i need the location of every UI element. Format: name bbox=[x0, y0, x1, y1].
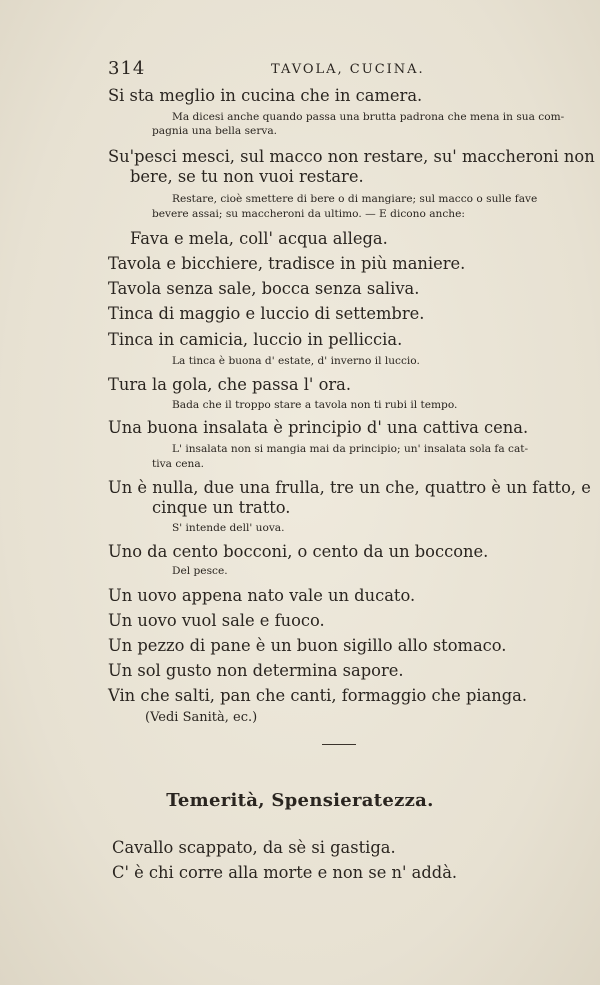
proverb-line: Si sta meglio in cucina che in camera. bbox=[108, 86, 423, 105]
proverb-line: cinque un tratto. bbox=[152, 498, 291, 517]
note-line: Bada che il troppo stare a tavola non ti rubi il tempo. bbox=[172, 399, 458, 411]
proverb-line: Tinca in camicia, luccio in pelliccia. bbox=[108, 330, 403, 349]
proverb-line: Tavola e bicchiere, tradisce in più maniere. bbox=[108, 254, 466, 273]
page-number: 314 bbox=[108, 58, 146, 79]
page-header bbox=[108, 58, 568, 82]
proverb-line: Fava e mela, coll' acqua allega. bbox=[130, 229, 388, 248]
proverb-line: Un è nulla, due una frulla, tre un che, quattro è un fatto, e bbox=[108, 478, 591, 497]
cross-reference: (Vedi Sanità, ec.) bbox=[145, 710, 258, 725]
note-line: L' insalata non si mangia mai da principio; un' insalata sola fa cat- bbox=[172, 443, 529, 455]
note-line: S' intende dell' uova. bbox=[172, 522, 285, 534]
proverb-line: Tura la gola, che passa l' ora. bbox=[108, 375, 352, 394]
proverb-line: Uno da cento bocconi, o cento da un boccone. bbox=[108, 542, 489, 561]
proverb-line: Su'pesci mesci, sul macco non restare, su' maccheroni non bbox=[108, 147, 595, 166]
proverb-line: bere, se tu non vuoi restare. bbox=[130, 167, 364, 186]
proverb-line: Vin che salti, pan che canti, formaggio che pianga. bbox=[108, 686, 528, 705]
proverb-line: Un sol gusto non determina sapore. bbox=[108, 661, 404, 680]
note-line: tiva cena. bbox=[152, 458, 205, 470]
note-line: Restare, cioè smettere di bere o di mangiare; sul macco o sulle fave bbox=[172, 193, 538, 205]
section-divider bbox=[322, 744, 356, 745]
proverb-line: Un uovo appena nato vale un ducato. bbox=[108, 586, 416, 605]
note-line: pagnia una bella serva. bbox=[152, 125, 278, 137]
proverb-line: Un uovo vuol sale e fuoco. bbox=[108, 611, 325, 630]
note-line: Ma dicesi anche quando passa una brutta padrona che mena in sua com- bbox=[172, 111, 565, 123]
proverb-line: Una buona insalata è principio d' una cattiva cena. bbox=[108, 418, 529, 437]
note-line: La tinca è buona d' estate, d' inverno il luccio. bbox=[172, 355, 420, 367]
section-heading: Temerità, Spensieratezza. bbox=[166, 790, 434, 811]
proverb-line: Tavola senza sale, bocca senza saliva. bbox=[108, 279, 420, 298]
running-title: TAVOLA, CUCINA. bbox=[271, 62, 425, 77]
proverb-line: Cavallo scappato, da sè si gastiga. bbox=[112, 838, 396, 857]
proverb-line: C' è chi corre alla morte e non se n' addà. bbox=[112, 863, 458, 882]
proverb-line: Tinca di maggio e luccio di settembre. bbox=[108, 304, 425, 323]
note-line: bevere assai; su maccheroni da ultimo. — E dicono anche: bbox=[152, 208, 465, 220]
note-line: Del pesce. bbox=[172, 565, 228, 577]
proverb-line: Un pezzo di pane è un buon sigillo allo stomaco. bbox=[108, 636, 507, 655]
